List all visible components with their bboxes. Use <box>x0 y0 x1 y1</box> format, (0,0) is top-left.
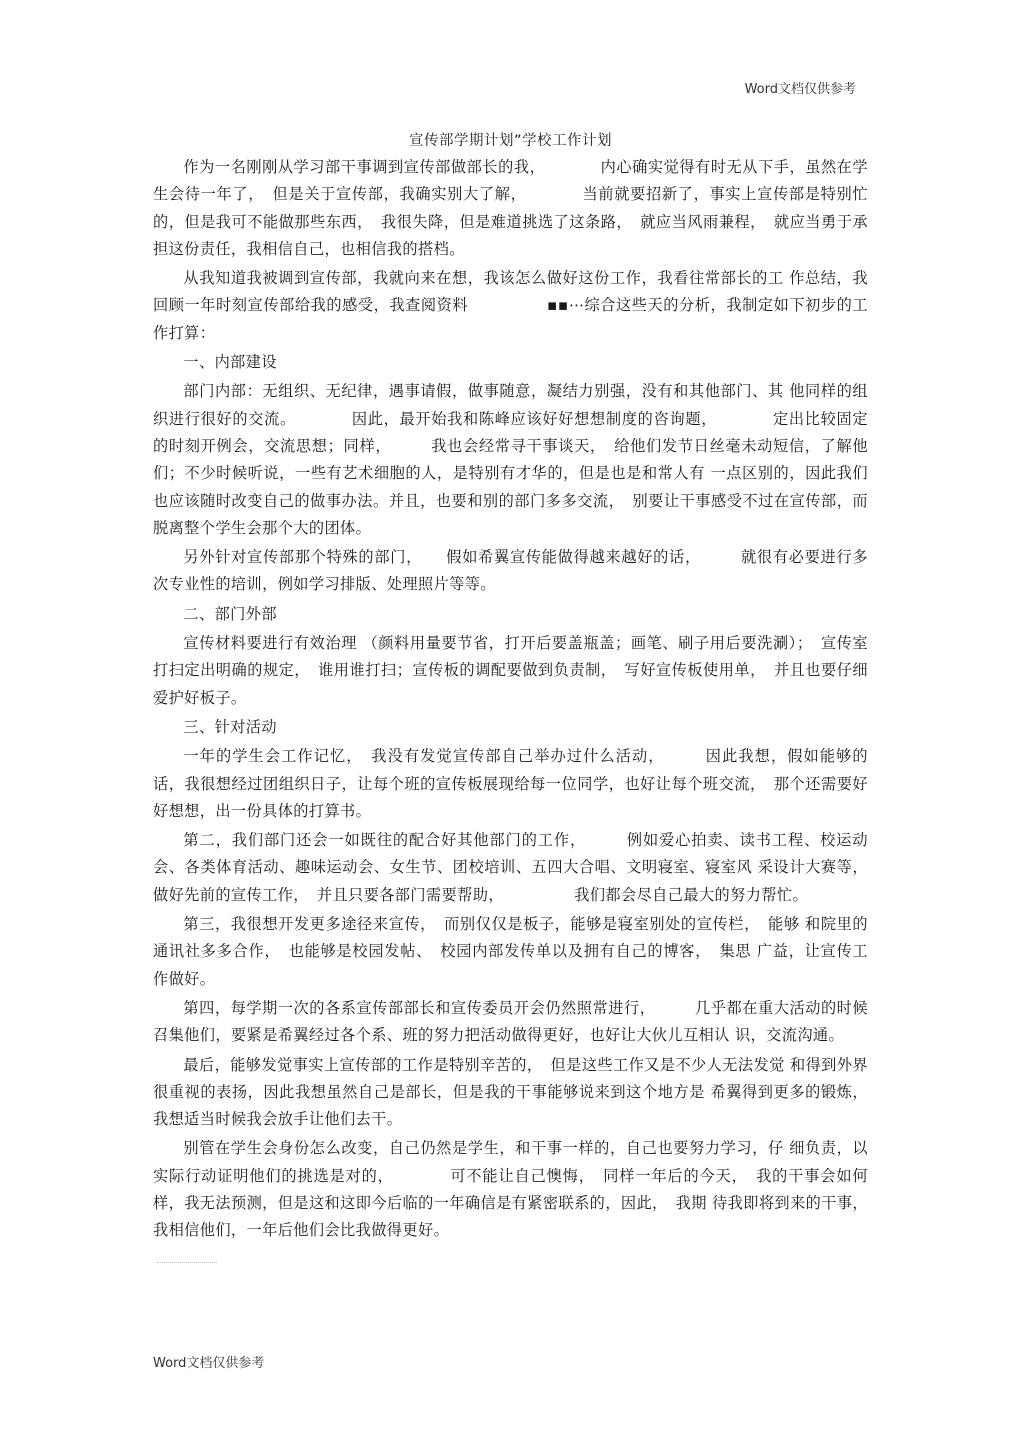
paragraph-internal-dept: 部门内部：无组织、无纪律，遇事请假，做事随意，凝结力别强，没有和其他部门、其 他同样的组织进行很好的交流。 因此，最开始我和陈峰应该好好想想制度的咨询题， 定出比较固定的时刻开例会，交流思想；同样， 我也会经常寻干事谈天， 给他们发节日丝毫未动短信，了解他们；不少时候听说，一些有艺术细胞的人，是特别有才华的，但是也是和常人有 一点区别的，因此我们也应该随时改变自己的做事办法。并且，也要和别的部门多多交流， 别要让干事感受不过在宣传部，而脱离整个学生会那个大的团体。 <box>153 382 868 537</box>
section-heading-activities: 三、针对活动 <box>183 717 277 736</box>
document-title: 宣传部学期计划”学校工作计划 <box>408 133 612 149</box>
paragraph-plan-overview: 从我知道我被调到宣传部，我就向来在想，我该怎么做好这份工作，我看往常部长的工 作总结，我回顾一年时刻宣传部给我的感受，我查阅资料 ▪▪⋯综合这些天的分析，我制定如下初步的工作打算： <box>153 269 868 342</box>
section-heading-external: 二、部门外部 <box>183 604 277 623</box>
footer-watermark-note: Word文档仅供参考 <box>153 1356 265 1371</box>
paragraph-activity-fourth: 第四，每学期一次的各系宣传部部长和宣传委员开会仍然照常进行， 几乎都在重大活动的时候召集他们，要紧是希翼经过各个系、班的努力把活动做得更好，也好让大伙儿互相认 识，交流沟通。 <box>153 998 868 1045</box>
paragraph-materials: 宣传材料要进行有效治理 （颜料用量要节省，打开后要盖瓶盖；画笔、刷子用后要洗涮）； 宣传室打扫定出明确的规定， 谁用谁打扫；宣传板的调配要做到负责制， 写好宣传板使用单， 并且也要仔细爱护好板子。 <box>153 634 868 707</box>
paragraph-finally: 最后，能够发觉事实上宣传部的工作是特别辛苦的， 但是这些工作又是不少人无法发觉 和得到外界很重视的表扬，因此我想虽然自己是部长，但是我的干事能够说来到这个地方是 希翼得到更多的锻炼，我想适当时候我会放手让他们去干。 <box>153 1055 868 1129</box>
header-watermark-note: Word文档仅供参考 <box>744 82 856 97</box>
section-heading-internal: 一、内部建设 <box>183 353 277 372</box>
paragraph-conclusion: 别管在学生会身份怎么改变，自己仍然是学生，和干事一样的，自己也要努力学习，仔 细负责，以实际行动证明他们的挑选是对的， 可不能让自己懊悔， 同样一年后的今天， 我的干事会如何样，我无法预测，但是这和这即今后临的一年确信是有紧密联系的，因此， 我期 待我即将到来的干事，我相信他们，一年后他们会比我做得更好。 <box>153 1139 868 1240</box>
document-page <box>153 128 868 1247</box>
scan-artifact <box>157 1262 217 1265</box>
paragraph-activity-second: 第二，我们部门还会一如既往的配合好其他部门的工作， 例如爱心拍卖、读书工程、校运动会、各类体育活动、趣味运动会、女生节、团校培训、五四大合唱、文明寝室、寝室风 采设计大赛等，做好先前的宣传工作， 并且只要各部门需要帮助， 我们都会尽自己最大的努力帮忙。 <box>153 831 868 904</box>
paragraph-intro: 作为一名刚刚从学习部干事调到宣传部做部长的我， 内心确实觉得有时无从下手，虽然在学生会待一年了， 但是关于宣传部，我确实别大了解， 当前就要招新了，事实上宣传部是特别忙的，但是我可不能做那些东西， 我很失降，但是难道挑选了这条路， 就应当风雨兼程， 就应当勇于承担这份责任，我相信自己，也相信我的搭档。 <box>153 158 868 258</box>
paragraph-activity-first: 一年的学生会工作记忆， 我没有发觉宣传部自己举办过什么活动， 因此我想，假如能够的话，我很想经过团组织日子，让每个班的宣传板展现给每一位同学，也好让每个班交流， 那个还需要好好想想，出一份具体的打算书。 <box>153 747 868 820</box>
paragraph-training: 另外针对宣传部那个特殊的部门， 假如希翼宣传能做得越来越好的话， 就很有必要进行多次专业性的培训，例如学习排版、处理照片等等。 <box>153 548 868 594</box>
paragraph-activity-third: 第三，我很想开发更多途径来宣传， 而别仅仅是板子，能够是寝室别处的宣传栏， 能够 和院里的通讯社多多合作， 也能够是校园发帖、 校园内部发传单以及拥有自己的博客， 集思 广益，让宣传工作做好。 <box>153 915 868 988</box>
document-body <box>153 154 868 1245</box>
